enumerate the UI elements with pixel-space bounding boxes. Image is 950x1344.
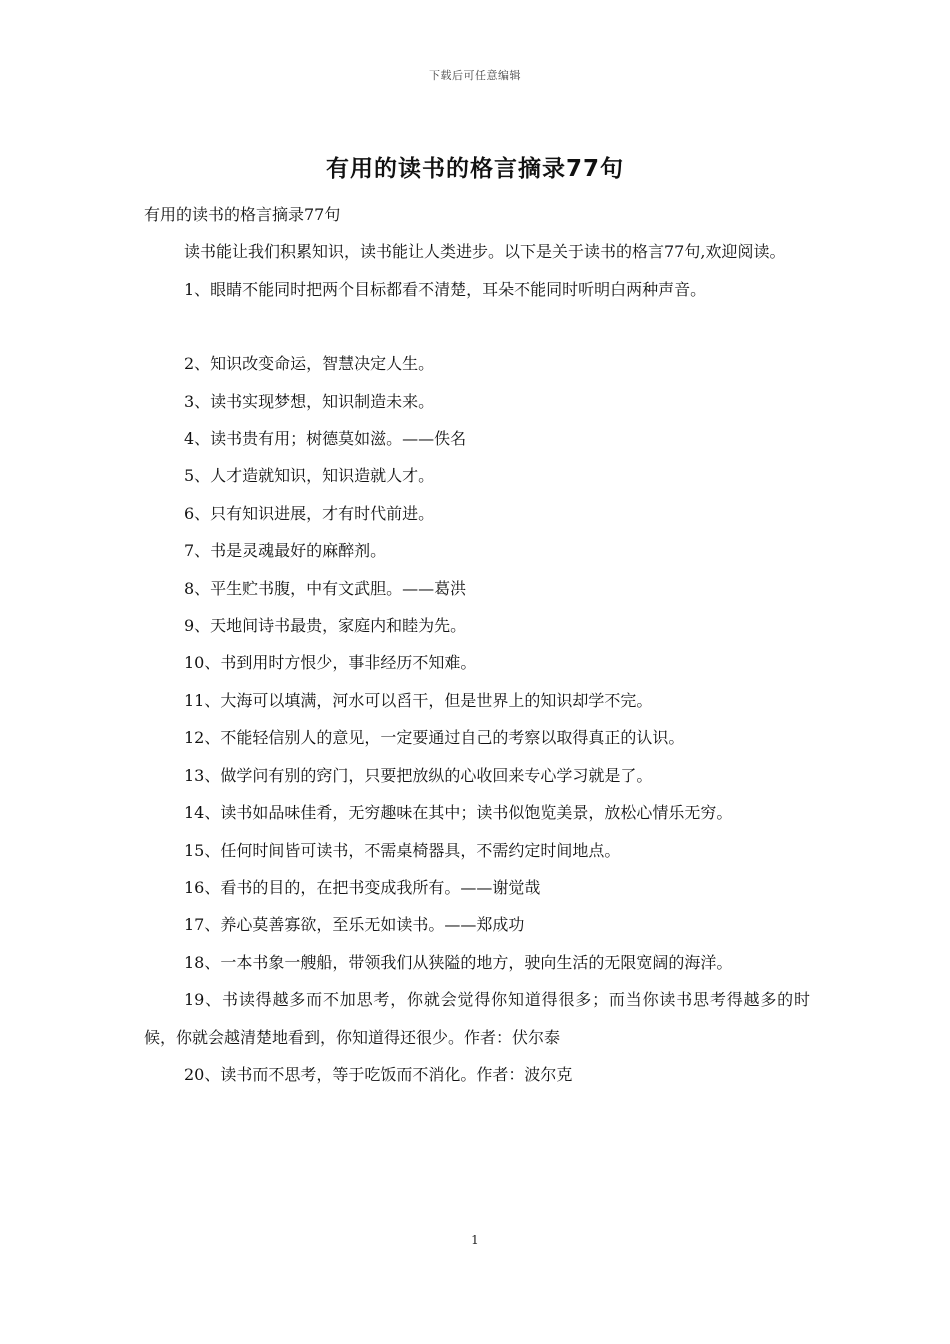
quote-item: 9、天地间诗书最贵，家庭内和睦为先。 [184, 616, 467, 636]
quote-item: 16、看书的目的，在把书变成我所有。——谢觉哉 [184, 877, 541, 897]
quote-item: 8、平生贮书腹，中有文武胆。——葛洪 [184, 578, 467, 598]
quote-item: 3、读书实现梦想，知识制造未来。 [184, 391, 435, 411]
page-number: 1 [471, 1233, 479, 1247]
quote-item: 15、任何时间皆可读书，不需桌椅器具，不需约定时间地点。 [184, 840, 621, 860]
quote-item: 13、做学问有别的窍门，只要把放纵的心收回来专心学习就是了。 [184, 765, 653, 785]
blank-line [144, 308, 810, 345]
quote-item: 5、人才造就知识，知识造就人才。 [184, 466, 435, 486]
quote-item: 19、书读得越多而不加思考，你就会觉得你知道得很多；而当你读书思考得越多的时候，你就会越清楚地看到，你知道得还很少。作者：伏尔泰 [144, 990, 810, 1047]
quote-item: 2、知识改变命运，智慧决定人生。 [184, 354, 435, 374]
quote-item: 4、读书贵有用；树德莫如滋。——佚名 [184, 429, 467, 449]
quote-item: 18、一本书象一艘船，带领我们从狭隘的地方，驶向生活的无限宽阔的海洋。 [184, 952, 733, 972]
document-subtitle: 有用的读书的格言摘录77句 [144, 205, 341, 224]
page-header: 下载后可任意编辑 [429, 69, 521, 82]
quote-item: 1、眼睛不能同时把两个目标都看不清楚，耳朵不能同时听明白两种声音。 [184, 279, 707, 299]
quote-item: 10、书到用时方恨少，事非经历不知难。 [184, 653, 477, 673]
document-body [144, 196, 810, 1093]
quote-item: 7、书是灵魂最好的麻醉剂。 [184, 541, 387, 561]
intro-paragraph: 读书能让我们积累知识，读书能让人类进步。以下是关于读书的格言77句,欢迎阅读。 [184, 242, 786, 262]
quote-item: 11、大海可以填满，河水可以舀干，但是世界上的知识却学不完。 [184, 690, 653, 710]
quote-item: 20、读书而不思考，等于吃饭而不消化。作者：波尔克 [184, 1064, 573, 1084]
quote-item: 17、养心莫善寡欲，至乐无如读书。——郑成功 [184, 915, 525, 935]
quote-item: 12、不能轻信别人的意见，一定要通过自己的考察以取得真正的认识。 [184, 728, 685, 748]
quote-item: 6、只有知识进展，才有时代前进。 [184, 503, 435, 523]
quote-item: 14、读书如品味佳肴，无穷趣味在其中；读书似饱览美景，放松心情乐无穷。 [184, 803, 733, 823]
document-title: 有用的读书的格言摘录77句 [325, 156, 624, 182]
